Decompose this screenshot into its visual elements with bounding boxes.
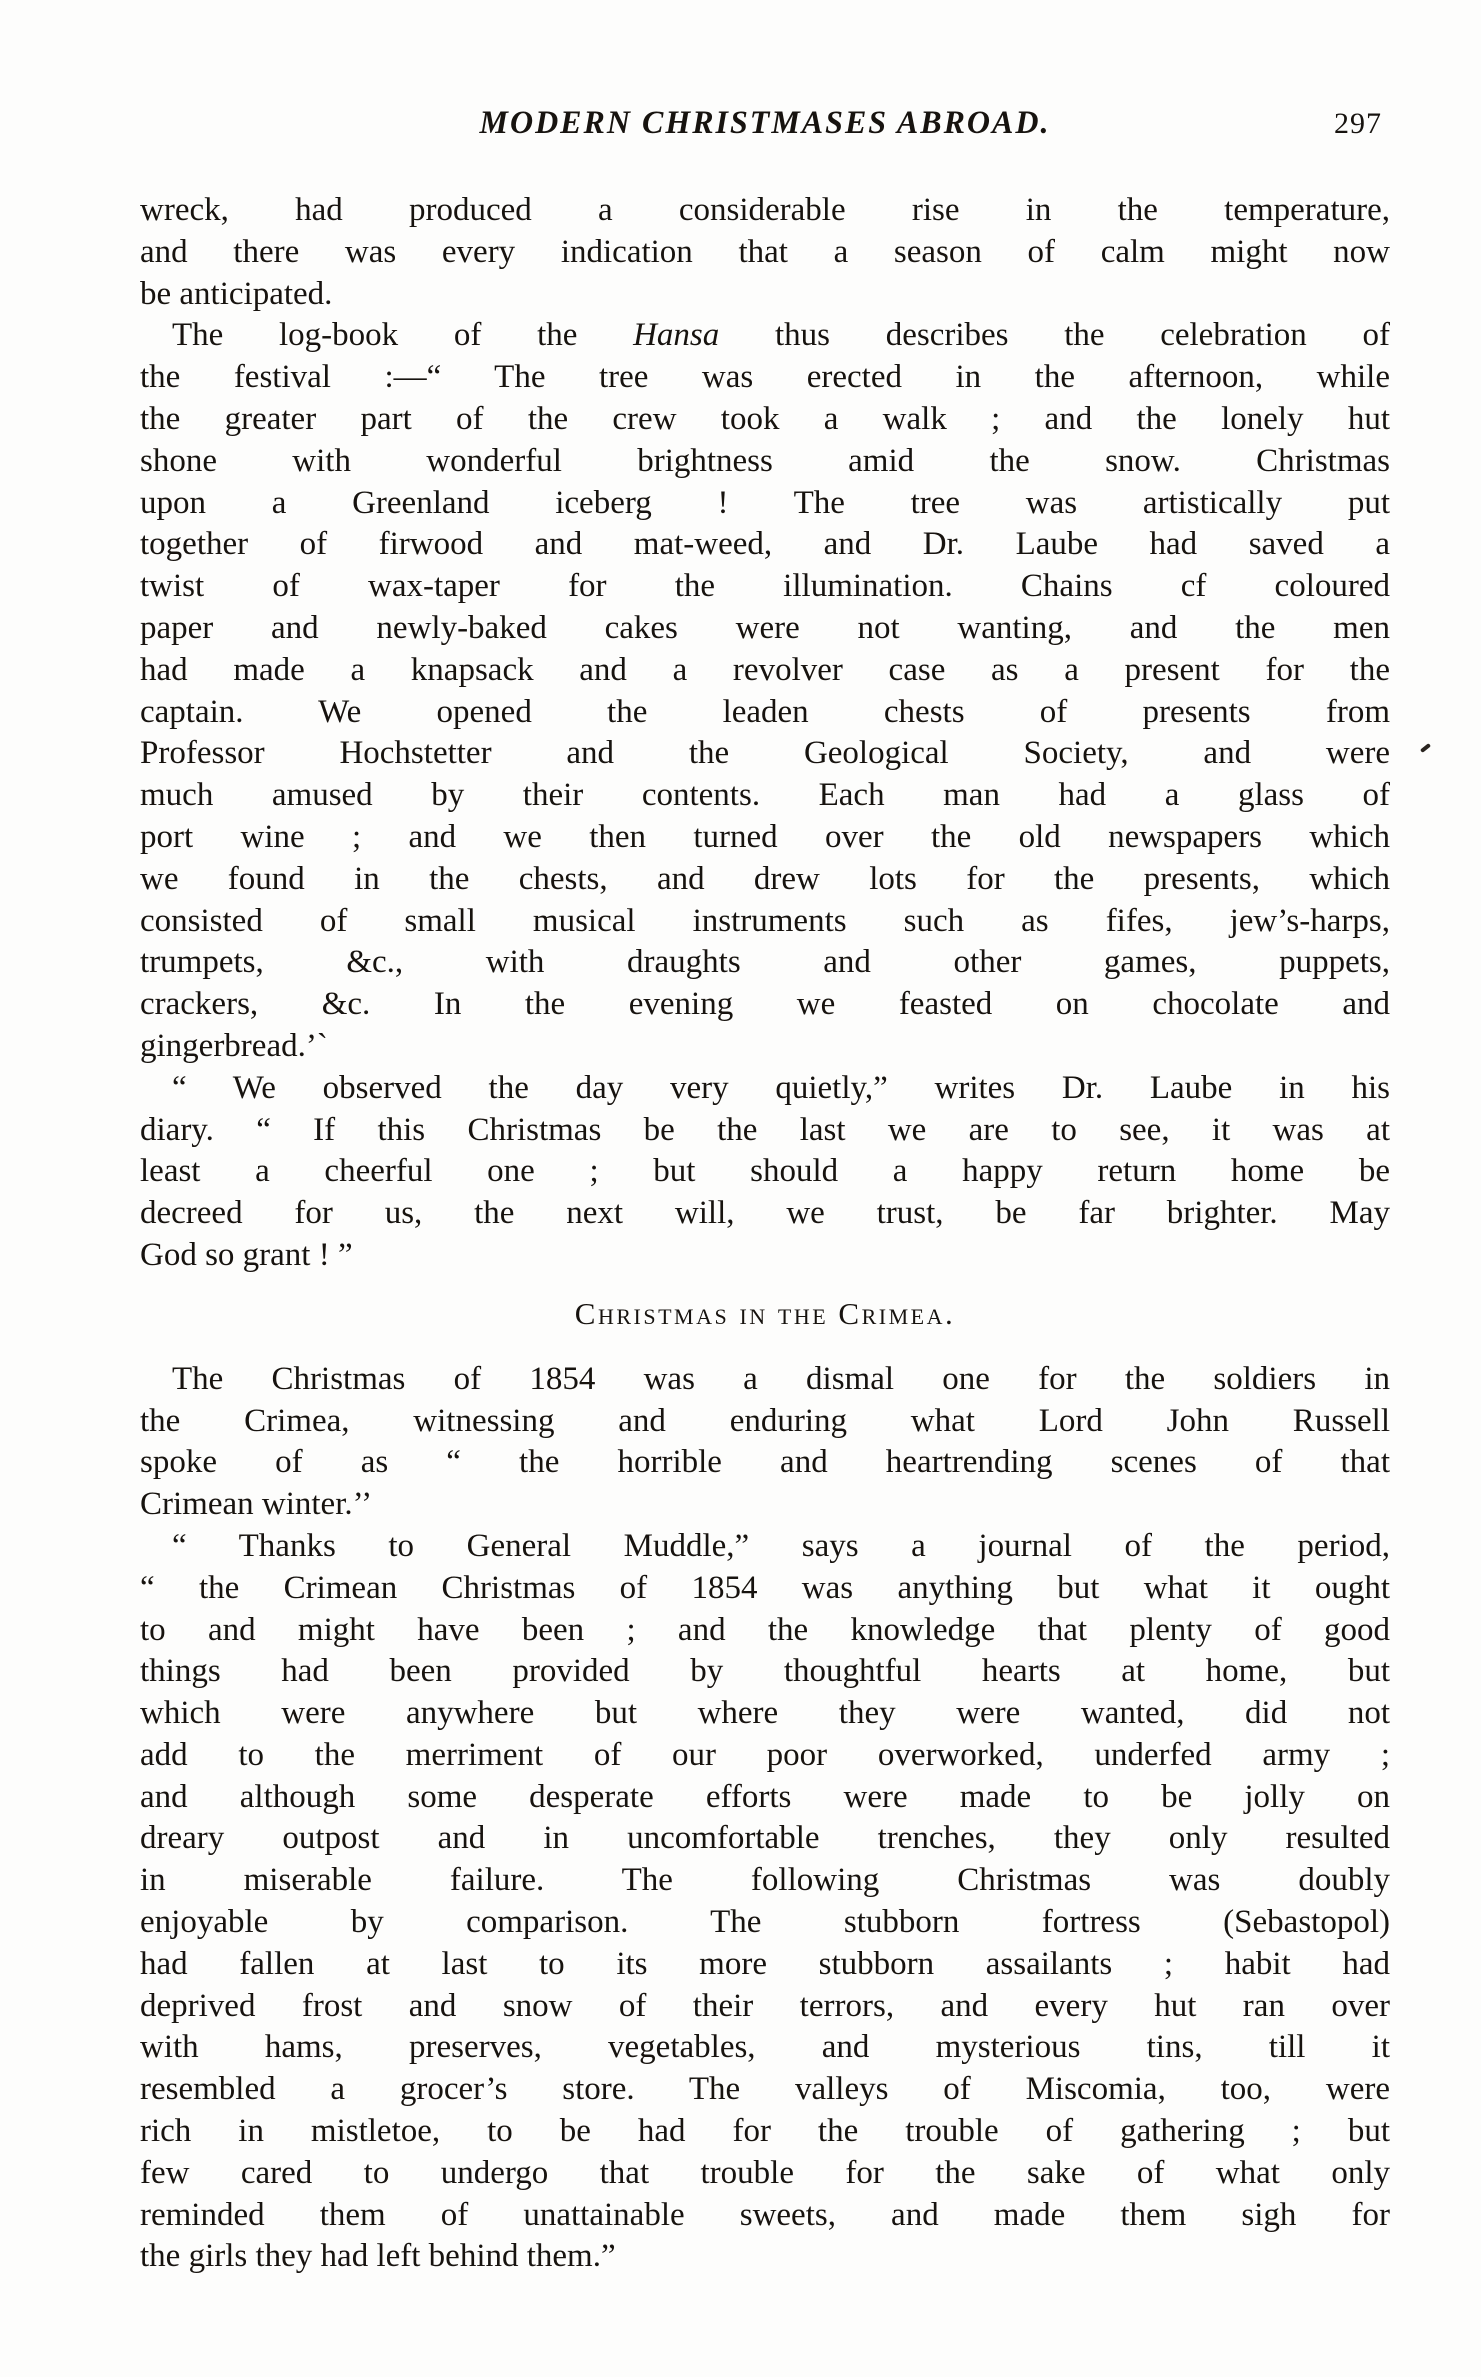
- text-line: “ Thanks to General Muddle,” says a journal of the period,: [172, 1527, 1390, 1564]
- text-line: and there was every indication that a season of calm might now: [140, 233, 1390, 270]
- text-line: to and might have been ; and the knowledge that plenty of good: [140, 1611, 1390, 1648]
- text-line: The log-book of the Hansa thus describes the celebration of: [172, 317, 1390, 354]
- text-line: things had been provided by thoughtful hearts at home, but: [140, 1653, 1390, 1690]
- text-line: shone with wonderful brightness amid the snow. Christmas: [140, 442, 1390, 479]
- text-line: twist of wax-taper for the illumination. Chains cf coloured: [140, 568, 1390, 605]
- text-line: add to the merriment of our poor overworked, underfed army ;: [140, 1736, 1390, 1773]
- running-header-title: MODERN CHRISTMASES ABROAD.: [479, 103, 1051, 141]
- text-line: spoke of as “ the horrible and heartrending scenes of that: [140, 1444, 1390, 1481]
- text-line: Professor Hochstetter and the Geological Society, and were: [140, 735, 1390, 772]
- text-line: rich in mistletoe, to be had for the trouble of gathering ; but: [140, 2113, 1390, 2150]
- scan-speck: [1420, 743, 1431, 753]
- section-heading: Christmas in the Crimea.: [574, 1295, 956, 1331]
- italic-text: Hansa: [633, 317, 720, 354]
- text-line: The Christmas of 1854 was a dismal one for the soldiers in: [172, 1360, 1390, 1397]
- text-line: Crimean winter.’’: [140, 1486, 373, 1523]
- text-line: be anticipated.: [140, 275, 333, 312]
- text-line: decreed for us, the next will, we trust, be far brighter. May: [140, 1195, 1390, 1232]
- text-line: we found in the chests, and drew lots for the presents, which: [140, 860, 1390, 897]
- text-line: “ the Crimean Christmas of 1854 was anything but what it ought: [140, 1569, 1390, 1606]
- text-line: wreck, had produced a considerable rise in the temperature,: [140, 192, 1390, 228]
- text-line: trumpets, &c., with draughts and other games, puppets,: [140, 944, 1390, 981]
- text-line: crackers, &c. In the evening we feasted on chocolate and: [140, 986, 1390, 1023]
- text-line: least a cheerful one ; but should a happy return home be: [140, 1153, 1390, 1190]
- text-line: deprived frost and snow of their terrors, and every hut ran over: [140, 1987, 1390, 2024]
- text-line: captain. We opened the leaden chests of presents from: [140, 693, 1390, 730]
- page-body-text: [140, 190, 1390, 2278]
- paragraph: [140, 315, 1390, 1067]
- text-line: dreary outpost and in uncomfortable trenches, they only resulted: [140, 1820, 1390, 1857]
- text-line: diary. “ If this Christmas be the last we are to see, it was at: [140, 1111, 1390, 1148]
- text-line: together of firwood and mat-weed, and Dr. Laube had saved a: [140, 526, 1390, 563]
- text-line: and although some desperate efforts were made to be jolly on: [140, 1778, 1390, 1815]
- text-line: the Crimea, witnessing and enduring what Lord John Russell: [140, 1402, 1390, 1439]
- text-line: few cared to undergo that trouble for the sake of what only: [140, 2154, 1390, 2191]
- text-line: enjoyable by comparison. The stubborn fortress (Sebastopol): [140, 1904, 1390, 1941]
- text-line: in miserable failure. The following Christmas was doubly: [140, 1862, 1390, 1899]
- text-line: the girls they had left behind them.”: [140, 2238, 616, 2275]
- text-line: resembled a grocer’s store. The valleys of Miscomia, too, were: [140, 2071, 1390, 2108]
- text-line: reminded them of unattainable sweets, and made them sigh for: [140, 2196, 1390, 2233]
- paragraph: [140, 1068, 1390, 1277]
- text-line: consisted of small musical instruments such as fifes, jew’s-harps,: [140, 902, 1390, 939]
- text-line: much amused by their contents. Each man had a glass of: [140, 777, 1390, 814]
- paragraph: [140, 1526, 1390, 2278]
- text-line: the greater part of the crew took a walk ; and the lonely hut: [140, 400, 1390, 437]
- page-number: 297: [1334, 107, 1382, 140]
- paragraph: [140, 1359, 1390, 1526]
- running-header: [140, 104, 1390, 148]
- text-line: paper and newly-baked cakes were not wanting, and the men: [140, 609, 1390, 646]
- text-line: upon a Greenland iceberg ! The tree was artistically put: [140, 484, 1390, 521]
- paragraph: [140, 190, 1390, 315]
- text-line: had made a knapsack and a revolver case as a present for the: [140, 651, 1390, 688]
- text-line: “ We observed the day very quietly,” writes Dr. Laube in his: [172, 1069, 1390, 1106]
- text-line: God so grant ! ”: [140, 1236, 353, 1273]
- text-line: had fallen at last to its more stubborn assailants ; habit had: [140, 1945, 1390, 1982]
- text-line: port wine ; and we then turned over the old newspapers which: [140, 818, 1390, 855]
- text-line: gingerbread.’ˋ: [140, 1027, 328, 1064]
- text-line: which were anywhere but where they were wanted, did not: [140, 1695, 1390, 1732]
- text-line: the festival :—“ The tree was erected in the afternoon, while: [140, 359, 1390, 396]
- text-line: with hams, preserves, vegetables, and mysterious tins, till it: [140, 2029, 1390, 2066]
